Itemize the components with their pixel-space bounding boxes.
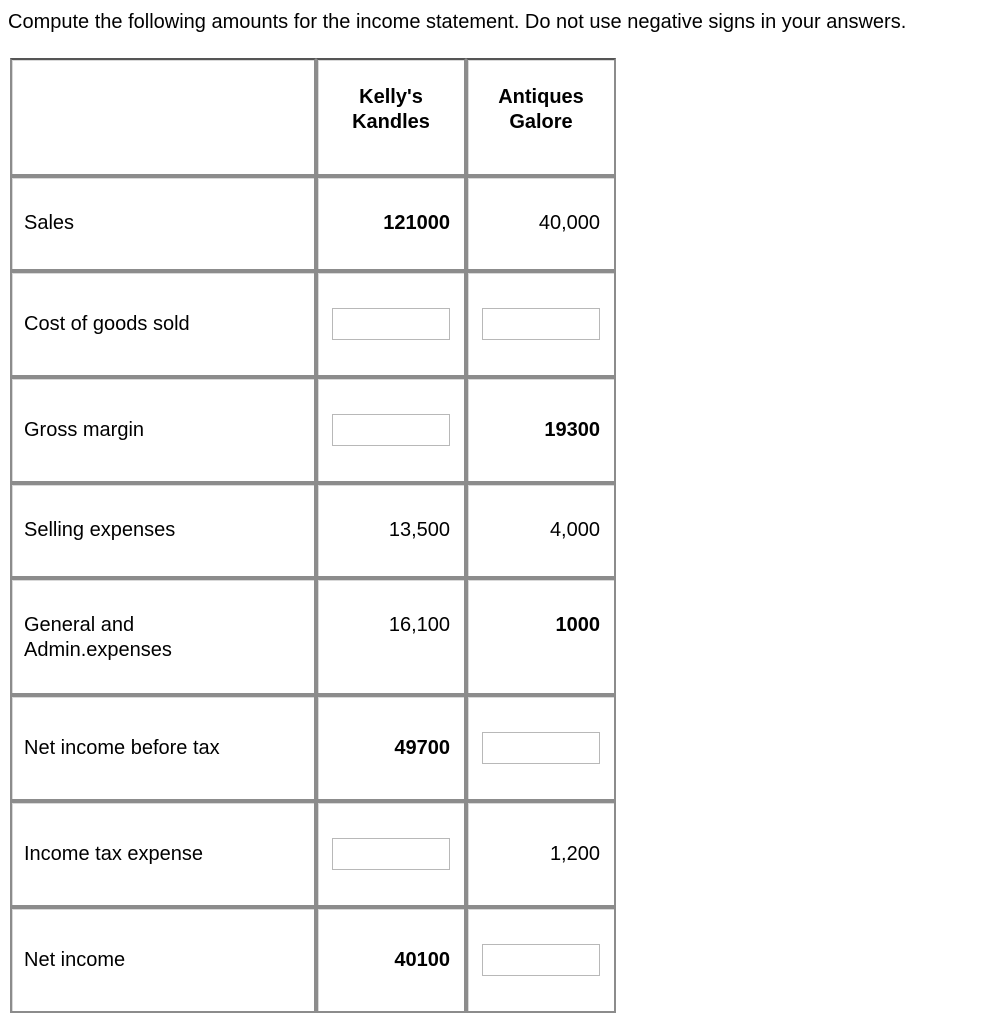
antiques-selling-value bbox=[466, 483, 616, 578]
table-row bbox=[10, 907, 616, 1013]
kelly-cogs-cell bbox=[316, 271, 466, 377]
header-antiques-galore: Antiques Galore bbox=[466, 58, 616, 176]
kelly-selling-value bbox=[316, 483, 466, 578]
value-text: 1000 bbox=[555, 614, 600, 636]
antiques-admin-value bbox=[466, 578, 616, 695]
row-label: Gross margin bbox=[10, 377, 316, 483]
row-label: Income tax expense bbox=[10, 801, 316, 907]
value-text: 1,200 bbox=[549, 842, 600, 865]
table-row bbox=[10, 695, 616, 801]
row-label: General and Admin.expenses bbox=[10, 578, 316, 695]
value-text: 121000 bbox=[383, 212, 450, 234]
header-empty-cell bbox=[10, 58, 316, 176]
kelly-net-income-value bbox=[316, 907, 466, 1013]
antiques-nibt-input[interactable] bbox=[482, 732, 600, 764]
value-text: 40100 bbox=[394, 948, 450, 971]
kelly-nibt-value bbox=[316, 695, 466, 801]
table-row bbox=[10, 176, 616, 271]
table-row bbox=[10, 271, 616, 377]
value-text: 16,100 bbox=[388, 614, 450, 636]
row-label: Net income before tax bbox=[10, 695, 316, 801]
antiques-tax-value bbox=[466, 801, 616, 907]
kelly-admin-value bbox=[316, 578, 466, 695]
row-label: Sales bbox=[10, 176, 316, 271]
table-row bbox=[10, 377, 616, 483]
antiques-cogs-input[interactable] bbox=[482, 308, 600, 340]
antiques-cogs-cell bbox=[466, 271, 616, 377]
value-text: 49700 bbox=[394, 736, 450, 759]
antiques-net-income-cell bbox=[466, 907, 616, 1013]
antiques-nibt-cell bbox=[466, 695, 616, 801]
antiques-sales-value bbox=[466, 176, 616, 271]
value-text: 40,000 bbox=[538, 212, 600, 234]
table-row bbox=[10, 483, 616, 578]
instruction-text: Compute the following amounts for the income statement. Do not use negative signs in your answers. bbox=[8, 11, 907, 33]
kelly-tax-input[interactable] bbox=[332, 838, 450, 870]
value-text: 19300 bbox=[544, 418, 600, 441]
header-row bbox=[10, 58, 616, 176]
value-text: 13,500 bbox=[388, 519, 450, 541]
antiques-gross-margin-value bbox=[466, 377, 616, 483]
row-label: Net income bbox=[10, 907, 316, 1013]
table-row bbox=[10, 801, 616, 907]
row-label: Selling expenses bbox=[10, 483, 316, 578]
kelly-tax-cell bbox=[316, 801, 466, 907]
income-statement-table bbox=[10, 58, 616, 1013]
kelly-gross-margin-cell bbox=[316, 377, 466, 483]
kelly-sales-value bbox=[316, 176, 466, 271]
row-label: Cost of goods sold bbox=[10, 271, 316, 377]
kelly-gross-margin-input[interactable] bbox=[332, 414, 450, 446]
antiques-net-income-input[interactable] bbox=[482, 944, 600, 976]
table-row bbox=[10, 578, 616, 695]
kelly-cogs-input[interactable] bbox=[332, 308, 450, 340]
header-kellys-kandles: Kelly's Kandles bbox=[316, 58, 466, 176]
value-text: 4,000 bbox=[549, 519, 600, 541]
